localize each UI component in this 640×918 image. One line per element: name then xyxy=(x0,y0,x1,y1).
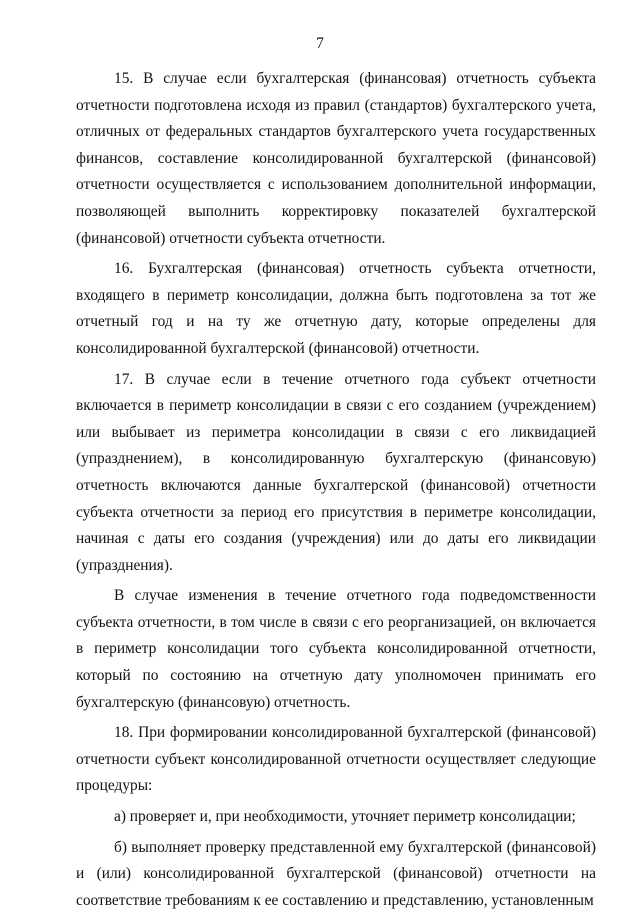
paragraph-18-item-b: б) выполняет проверку представленной ему бухгалтерской (финансовой) и (или) консолидированной бухгалтерской (финансовой) отчетности на соответствие требованиям к ее составлению и представлению, установленным xyxy=(76,838,596,909)
paragraph-18: 18. При формировании консолидированной бухгалтерской (финансовой) отчетности субъект консолидированной отчетности осуществляет следующие процедуры: xyxy=(76,724,596,795)
paragraph-17-continuation: В случае изменения в течение отчетного года подведомственности субъекта отчетности, в том числе в связи с его реорганизацией, он включается в периметр консолидации того субъекта консолидированной отчетности, который по состоянию на отчетную дату уполномочен принимать его бухгалтерскую (финансовую) отчетность. xyxy=(76,587,596,711)
document-body xyxy=(76,66,596,918)
paragraph-17: 17. В случае если в течение отчетного года субъект отчетности включается в периметр консолидации в связи с его созданием (учреждением) или выбывает из периметра консолидации в связи с его ликвидацией (упразднением), в консолидированную бухгалтерскую (финансовую) отчетность включаются данные бухгалтерской (финансовой) отчетности субъекта отчетности за период его присутствия в периметре консолидации, начиная с даты его создания (учреждения) или до даты его ликвидации (упразднения). xyxy=(76,370,596,574)
paragraph-16: 16. Бухгалтерская (финансовая) отчетность субъекта отчетности, входящего в периметр консолидации, должна быть подготовлена за тот же отчетный год и на ту же отчетную дату, которые определены для консолидированной бухгалтерской (финансовой) отчетности. xyxy=(76,260,596,357)
page-number: 7 xyxy=(316,35,324,52)
paragraph-18-item-a: а) проверяет и, при необходимости, уточняет периметр консолидации; xyxy=(114,808,576,826)
paragraph-15: 15. В случае если бухгалтерская (финансовая) отчетность субъекта отчетности подготовлена исходя из правил (стандартов) бухгалтерского учета, отличных от федеральных стандартов бухгалтерского учета государственных финансов, составление консолидированной бухгалтерской (финансовой) отчетности осуществляется с использованием дополнительной информации, позволяющей выполнить корректировку показателей бухгалтерской (финансовой) отчетности субъекта отчетности. xyxy=(76,70,596,247)
